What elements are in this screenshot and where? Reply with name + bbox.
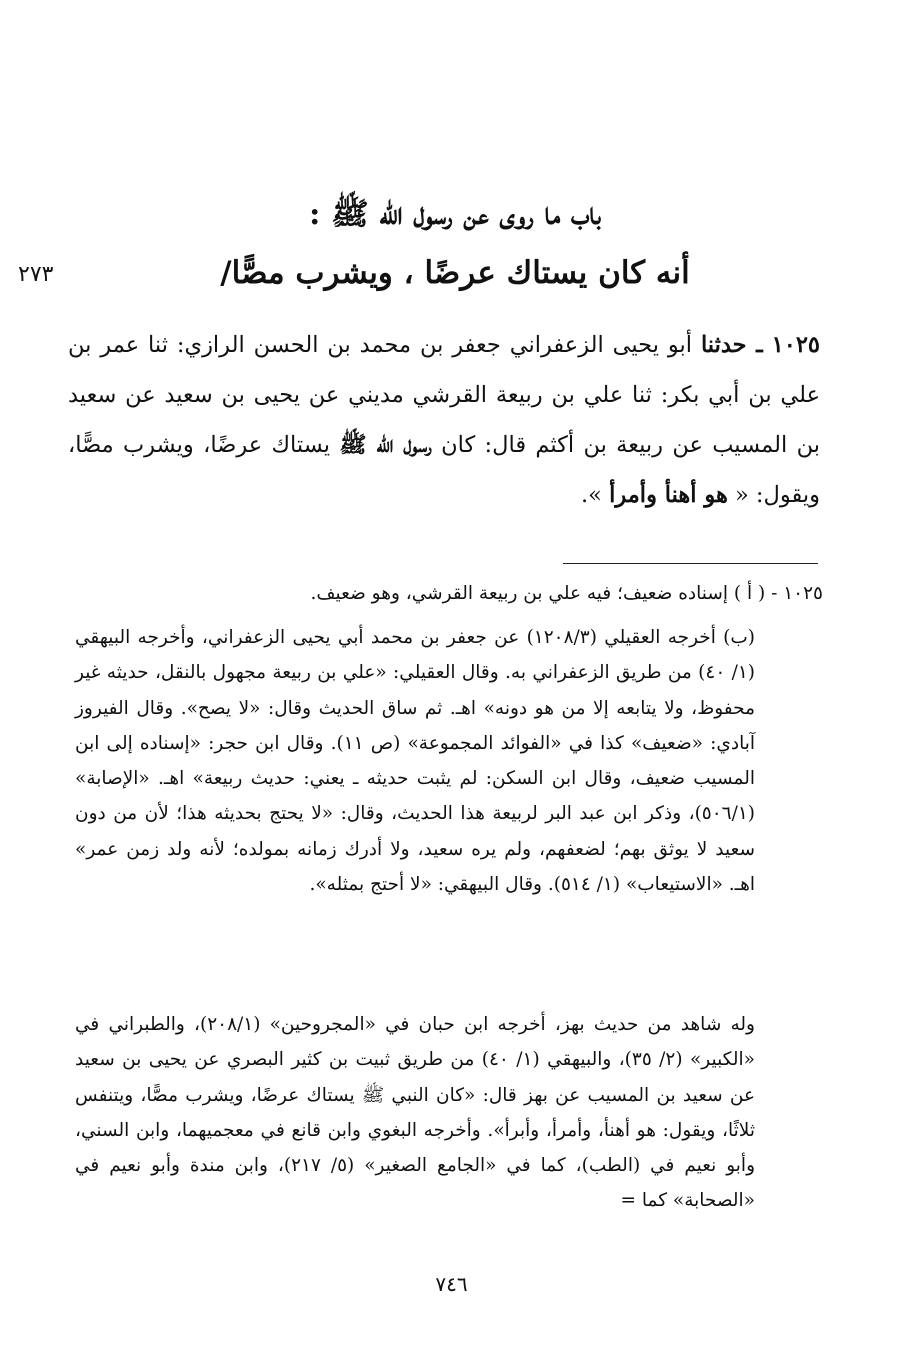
footnote-a: ١٠٢٥ - ( أ ) إسناده ضعيف؛ فيه علي بن ربيعة القرشي، وهو ضعيف. (310, 583, 823, 604)
chapter-title-line-1: باب ما روى عن رسول الله ﷺ : (308, 196, 602, 232)
chapter-title-line-2: أنه كان يستاك عرضًا ، ويشرب مصًّا/ (220, 255, 690, 291)
hadith-number: ١٠٢٥ (771, 332, 821, 358)
hadith-text (68, 320, 820, 520)
footnote-c: وله شاهد من حديث بهز، أخرجه ابن حبان في «المجروحين» (٢٠٨/١)، والطبراني في «الكبير» (٢/ ٣٥)، والبيهقي (١/ ٤٠) من طريق ثبيت بن كثير البصري عن يحيى بن سعيد عن سعيد بن المسيب عن بهز قال: «كان النبي ﷺ يستاك عرضًا، ويشرب مصًّا، ويتنفس ثلاثًا، ويقول: هو أهنأ، وأمرأ، وأبرأ». وأخرجه البغوي وابن قانع في معجميهما، وابن السني، وأبو نعيم في (الطب)، كما في «الجامع الصغير» (٥/ ٢١٧)، وابن مندة وأبو نعيم في «الصحابة» كما = (75, 1014, 756, 1212)
hadith-isnad: أبو يحيى الزعفراني جعفر بن محمد بن الحسن الرازي: ثنا عمر بن علي بن أبي بكر: ثنا علي بن ربيعة القرشي مديني عن يحيى بن سعيد عن سعيد بن المسيب عن ربيعة بن أكثم قال: كان (68, 332, 820, 458)
hadith-quote: هو أهنأ وأمرأ (609, 482, 728, 508)
hadith-end: ». (581, 482, 602, 508)
margin-page-reference: ٢٧٣ (18, 262, 54, 287)
footnote-separator (563, 563, 818, 564)
hadith-matn: يستاك عرضًا، ويشرب مصًّا، ويقول: « (68, 432, 820, 508)
page-number: ٧٤٦ (435, 1272, 468, 1296)
footnote-b: (ب) أخرجه العقيلي (١٢٠٨/٣) عن جعفر بن محمد أبي يحيى الزعفراني، وأخرجه البيهقي (١/ ٤٠) من طريق الزعفراني به. وقال العقيلي: «علي بن ربيعة مجهول بالنقل، حديثه غير محفوظ، ولا يتابعه إلا من هو دونه» اهـ. ثم ساق الحديث وقال: «لا يصح». وقال الفيروز آبادي: «ضعيف» كذا في «الفوائد المجموعة» (ص ١١). وقال ابن حجر: «إسناده إلى ابن المسيب ضعيف، وقال ابن السكن: لم يثبت حديثه ـ يعني: حديث ربيعة» اهـ. «الإصابة» (٥٠٦/١)، وذكر ابن عبد البر لربيعة هذا الحديث، وقال: «لا يحتج بحديثه هذا؛ لأن من دون سعيد لا يوثق بهم؛ لضعفهم، ولم يره سعيد، ولا أدرك زمانه بمولده؛ لأنه ولد زمن عمر» اهـ. «الاستيعاب» (١/ ٥١٤). وقال البيهقي: «لا أحتج بمثله». (75, 627, 756, 896)
hadith-haddatha: ـ حدثنا (700, 332, 763, 358)
hadith-prophet-name: رسول الله ﷺ (339, 432, 432, 458)
